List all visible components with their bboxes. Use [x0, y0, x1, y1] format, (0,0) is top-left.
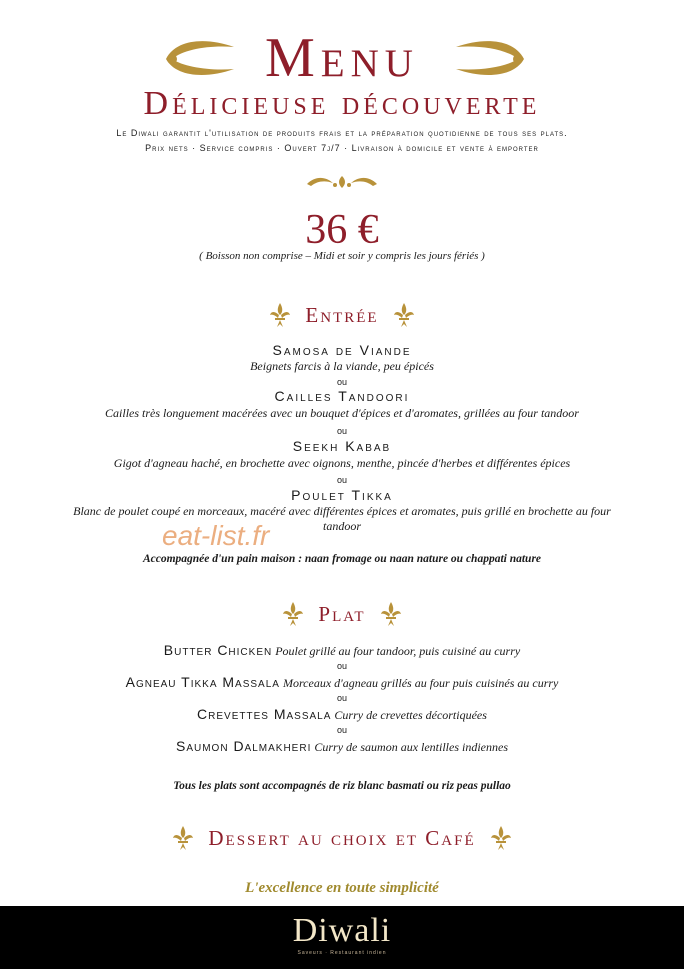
plat-note: Tous les plats sont accompagnés de riz blanc basmati ou riz peas pullao: [173, 780, 511, 792]
entree-item-desc: Gigot d'agneau haché, en brochette avec oignons, menthe, pincée d'herbes et différentes épices: [113, 456, 571, 470]
plat-item-name: Saumon Dalmakheri: [176, 738, 312, 754]
slogan: L'excellence en toute simplicité: [245, 880, 439, 896]
or-separator: ou: [336, 725, 347, 735]
fleur-de-lis-icon: [393, 302, 415, 328]
entree-note: Accompagnée d'un pain maison : naan fromage ou naan nature ou chappati nature: [142, 553, 542, 565]
fleur-de-lis-icon: [282, 601, 304, 627]
section-entree-label: Entrée: [305, 303, 379, 327]
entree-item-name: Seekh Kabab: [292, 438, 392, 454]
section-dessert-heading: [0, 825, 684, 851]
diwali-logo: Diwali: [292, 912, 392, 949]
entree-item-name: Poulet Tikka: [291, 487, 393, 503]
logo-subtitle: Saveurs · Restaurant indien: [297, 950, 387, 956]
price-note: ( Boisson non comprise – Midi et soir y compris les jours fériés ): [199, 250, 485, 262]
plat-item: [0, 706, 684, 723]
or-separator: ou: [336, 377, 347, 387]
plat-item: [0, 674, 684, 691]
fleur-de-lis-icon: [380, 601, 402, 627]
entree-item-desc: Blanc de poulet coupé en morceaux, macéré avec différentes épices et aromates, puis grillé en brochette au four tandoor: [73, 504, 611, 533]
tagline-services: Prix nets · Service compris · Ouvert 7j/7 · Livraison à domicile et vente à emporter: [145, 143, 539, 153]
divider-ornament: [305, 174, 379, 192]
entree-item-desc: Cailles très longuement macérées avec un bouquet d'épices et d'aromates, grillées au four tandoor: [105, 406, 579, 420]
fleur-de-lis-icon: [269, 302, 291, 328]
or-separator: ou: [336, 661, 347, 671]
plat-item: [0, 738, 684, 755]
section-plat-label: Plat: [318, 602, 366, 626]
plat-item-name: Agneau Tikka Massala: [125, 674, 280, 690]
watermark-text: eat-list.fr: [162, 520, 270, 551]
plat-item-desc: Curry de crevettes décortiquées: [334, 708, 487, 722]
entree-item-name: Samosa de Viande: [272, 342, 412, 358]
or-separator: ou: [336, 693, 347, 703]
or-separator: ou: [336, 426, 347, 436]
plat-item-desc: Morceaux d'agneau grillés au four puis cuisinés au curry: [282, 676, 559, 690]
page-title: Menu: [265, 27, 419, 89]
tagline-quality: Le Diwali garantit l'utilisation de produits frais et la préparation quotidienne de tous ses plats.: [116, 128, 568, 138]
plat-item-name: Butter Chicken: [163, 642, 273, 658]
plat-item-desc: Curry de saumon aux lentilles indiennes: [314, 740, 508, 754]
section-dessert-label: Dessert au choix et Café: [208, 826, 476, 850]
plat-item: [0, 642, 684, 659]
or-separator: ou: [336, 475, 347, 485]
section-entree-heading: [0, 302, 684, 328]
entree-item-desc: Beignets farcis à la viande, peu épicés: [250, 359, 434, 373]
section-plat-heading: [0, 601, 684, 627]
entree-item-name: Cailles Tandoori: [274, 388, 410, 404]
menu-price: 36 €: [305, 207, 379, 253]
plat-item-name: Crevettes Massala: [197, 706, 332, 722]
footer-bar: [0, 906, 684, 969]
fleur-de-lis-icon: [490, 825, 512, 851]
plat-item-desc: Poulet grillé au four tandoor, puis cuisiné au curry: [275, 644, 521, 658]
page-subtitle: Délicieuse découverte: [143, 85, 541, 122]
fleur-de-lis-icon: [172, 825, 194, 851]
